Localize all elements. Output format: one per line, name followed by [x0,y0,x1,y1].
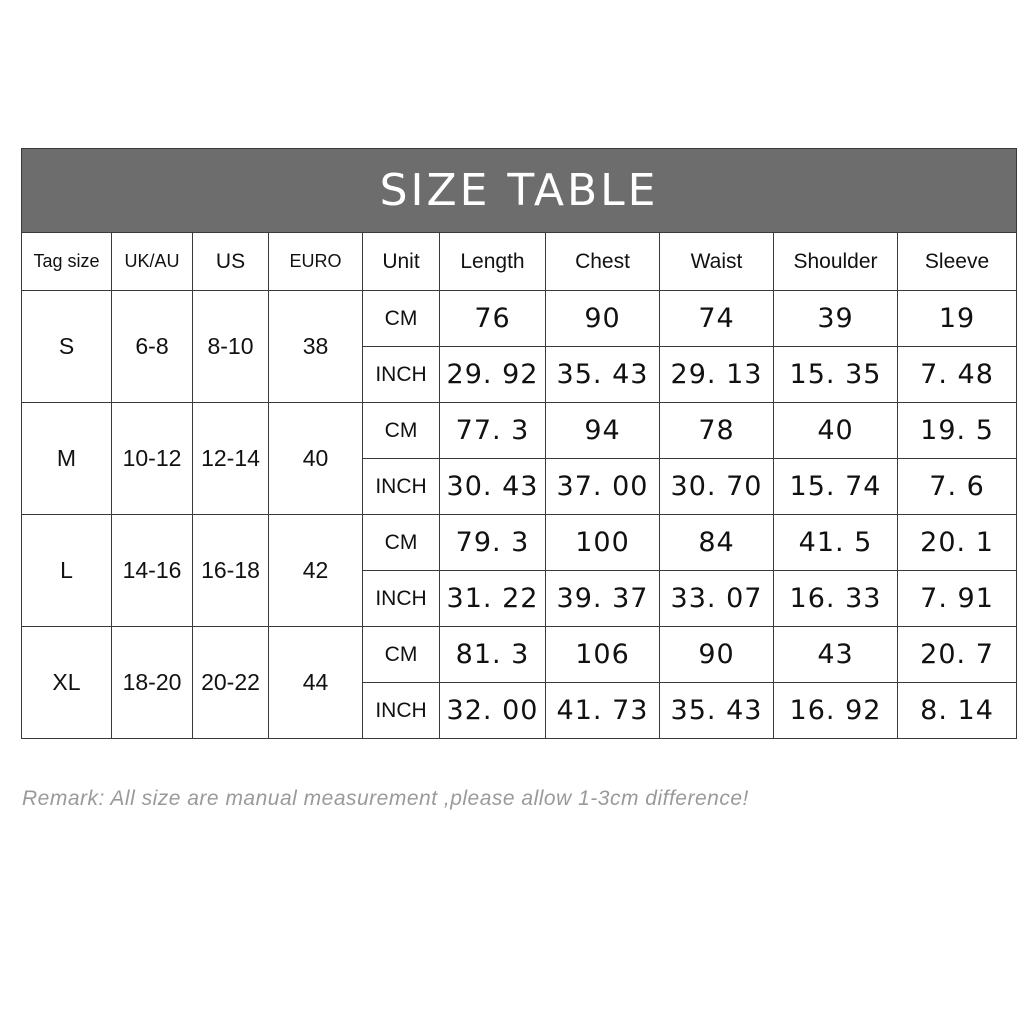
sleeve-cell: 20. 1 [898,515,1017,571]
shoulder-cell: 15. 74 [774,459,898,515]
shoulder-cell: 16. 33 [774,571,898,627]
length-cell: 77. 3 [440,403,546,459]
unit-cell: CM [363,291,440,347]
shoulder-cell: 41. 5 [774,515,898,571]
size-table [21,148,1017,739]
us-cell: 12-14 [193,403,269,515]
header-euro: EURO [269,233,363,291]
header-sleeve: Sleeve [898,233,1017,291]
waist-cell: 78 [660,403,774,459]
chest-cell: 39. 37 [546,571,660,627]
uk-au-cell: 6-8 [112,291,193,403]
us-cell: 8-10 [193,291,269,403]
unit-cell: CM [363,515,440,571]
chest-cell: 100 [546,515,660,571]
header-tag-size: Tag size [22,233,112,291]
remark-text: Remark: All size are manual measurement ,please allow 1-3cm difference! [22,787,749,810]
shoulder-cell: 16. 92 [774,683,898,739]
euro-cell: 40 [269,403,363,515]
euro-cell: 42 [269,515,363,627]
waist-cell: 29. 13 [660,347,774,403]
length-cell: 76 [440,291,546,347]
header-row [22,233,1017,291]
euro-cell: 44 [269,627,363,739]
header-shoulder: Shoulder [774,233,898,291]
header-us: US [193,233,269,291]
unit-cell: CM [363,403,440,459]
sleeve-cell: 7. 91 [898,571,1017,627]
waist-cell: 74 [660,291,774,347]
euro-cell: 38 [269,291,363,403]
chest-cell: 35. 43 [546,347,660,403]
length-cell: 31. 22 [440,571,546,627]
tag-size-cell: L [22,515,112,627]
uk-au-cell: 18-20 [112,627,193,739]
sleeve-cell: 19 [898,291,1017,347]
unit-cell: INCH [363,571,440,627]
length-cell: 32. 00 [440,683,546,739]
chest-cell: 41. 73 [546,683,660,739]
waist-cell: 30. 70 [660,459,774,515]
length-cell: 29. 92 [440,347,546,403]
waist-cell: 90 [660,627,774,683]
waist-cell: 84 [660,515,774,571]
us-cell: 16-18 [193,515,269,627]
table-title: SIZE TABLE [22,149,1017,233]
unit-cell: INCH [363,347,440,403]
header-uk-au: UK/AU [112,233,193,291]
length-cell: 81. 3 [440,627,546,683]
shoulder-cell: 40 [774,403,898,459]
chest-cell: 94 [546,403,660,459]
sleeve-cell: 7. 6 [898,459,1017,515]
table-row [22,515,1017,571]
sleeve-cell: 7. 48 [898,347,1017,403]
header-unit: Unit [363,233,440,291]
table-row [22,291,1017,347]
uk-au-cell: 10-12 [112,403,193,515]
sleeve-cell: 8. 14 [898,683,1017,739]
shoulder-cell: 39 [774,291,898,347]
sleeve-cell: 20. 7 [898,627,1017,683]
us-cell: 20-22 [193,627,269,739]
chest-cell: 37. 00 [546,459,660,515]
tag-size-cell: S [22,291,112,403]
uk-au-cell: 14-16 [112,515,193,627]
waist-cell: 35. 43 [660,683,774,739]
header-chest: Chest [546,233,660,291]
unit-cell: CM [363,627,440,683]
chest-cell: 90 [546,291,660,347]
header-length: Length [440,233,546,291]
shoulder-cell: 15. 35 [774,347,898,403]
length-cell: 79. 3 [440,515,546,571]
shoulder-cell: 43 [774,627,898,683]
unit-cell: INCH [363,683,440,739]
table-row [22,627,1017,683]
unit-cell: INCH [363,459,440,515]
header-waist: Waist [660,233,774,291]
tag-size-cell: XL [22,627,112,739]
table-row [22,403,1017,459]
tag-size-cell: M [22,403,112,515]
waist-cell: 33. 07 [660,571,774,627]
length-cell: 30. 43 [440,459,546,515]
sleeve-cell: 19. 5 [898,403,1017,459]
chest-cell: 106 [546,627,660,683]
